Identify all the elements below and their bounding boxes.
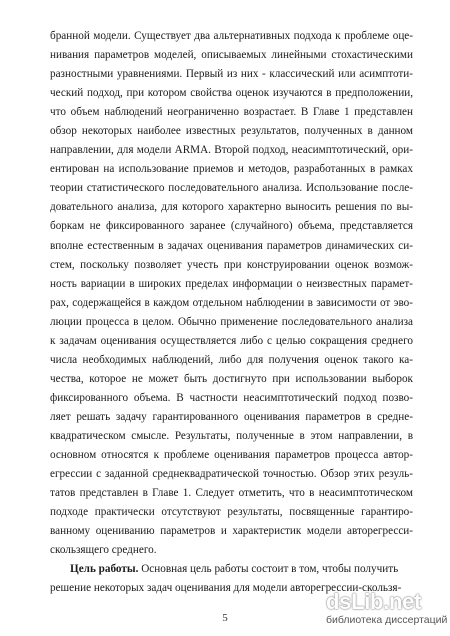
text-line: теории статистического последовательного анализа. Использование после-: [50, 182, 413, 195]
text-line: что объем наблюдений неограниченно возрастает. В Главе 1 представлен: [50, 106, 413, 119]
text-line: скользящего среднего.: [50, 544, 157, 557]
text-line: направлении, для модели ARMA. Второй подход, неасимптотический, ори-: [50, 144, 413, 157]
text-line: егрессии с заданной среднеквадратической точностью. Обзор этих резуль-: [50, 468, 413, 481]
watermark-subtitle: библиотека диссертаций: [326, 614, 448, 626]
text-line: рах, содержащейся в каждом отдельном наблюдении в зависимости от эво-: [50, 296, 413, 309]
section-heading-inline: Цель работы.: [70, 563, 139, 576]
text-line: стем, поскольку позволяет учесть при конструировании оценок возмож-: [50, 258, 413, 271]
watermark-logo: dsLib.net: [326, 589, 422, 614]
text-line: разностными уравнениями. Первый из них - классический или асимптоти-: [50, 68, 413, 81]
body-text: [50, 27, 413, 598]
text-line: ность вариации в широких пределах информации о неизвестных парамет-: [50, 277, 413, 290]
text-line: ванному оцениванию параметров и характеристик модели авторегресси-: [50, 525, 413, 538]
text-line: бранной модели. Существует два альтернативных подхода к проблеме оце-: [50, 30, 413, 42]
text-line: ентирован на использование приемов и методов, разработанных в рамках: [50, 163, 413, 176]
text-line: основном относятся к проблеме оценивания параметров процесса автор-: [50, 449, 413, 462]
text-line: фиксированного объема. В частности неасимптотический подход позво-: [50, 391, 413, 404]
text-line: чества, которое не может быть достигнуто при использовании выборок: [50, 372, 413, 385]
text-line: к задачам оценивания осуществляется либо с целью сокращения среднего: [50, 334, 413, 347]
text-run: решение некоторых задач оценивания для модели авторегрессии-скользя-: [50, 582, 402, 595]
text-line: [50, 560, 413, 579]
text-line: числа необходимых наблюдений, либо для получения оценок такого ка-: [50, 353, 413, 366]
text-line: ляет решать задачу гарантированного оценивания параметров в средне-: [50, 410, 413, 423]
text-line: вполне естественным в задачах оценивания параметров динамических си-: [50, 239, 413, 252]
text-line: обзор некоторых наиболее известных результатов, полученных в данном: [50, 125, 413, 138]
watermark: [326, 590, 446, 630]
text-line: подходе практически отсутствуют результаты, посвященные гарантиро-: [50, 506, 413, 519]
text-line: боркам не фиксированного заранее (случайного) объема, представляется: [50, 220, 413, 233]
text-line: ческий подход, при котором свойства оценок изучаются в предположении,: [50, 87, 413, 100]
text-line: люции процесса в целом. Обычно применение последовательного анализа: [50, 315, 413, 328]
text-line: квадратическом смысле. Результаты, полученные в этом направлении, в: [50, 429, 413, 442]
paragraph-1: [50, 27, 413, 560]
text-line: довательного анализа, для которого характерно выносить решения по вы-: [50, 201, 413, 214]
text-line: татов представлен в Главе 1. Следует отметить, что в неасимптотическом: [50, 487, 413, 500]
page-number: 5: [222, 612, 228, 624]
text-line: нивания параметров моделей, описываемых линейными стохастическими: [50, 49, 413, 62]
text-run: Основная цель работы состоит в том, чтобы получить: [138, 563, 399, 576]
